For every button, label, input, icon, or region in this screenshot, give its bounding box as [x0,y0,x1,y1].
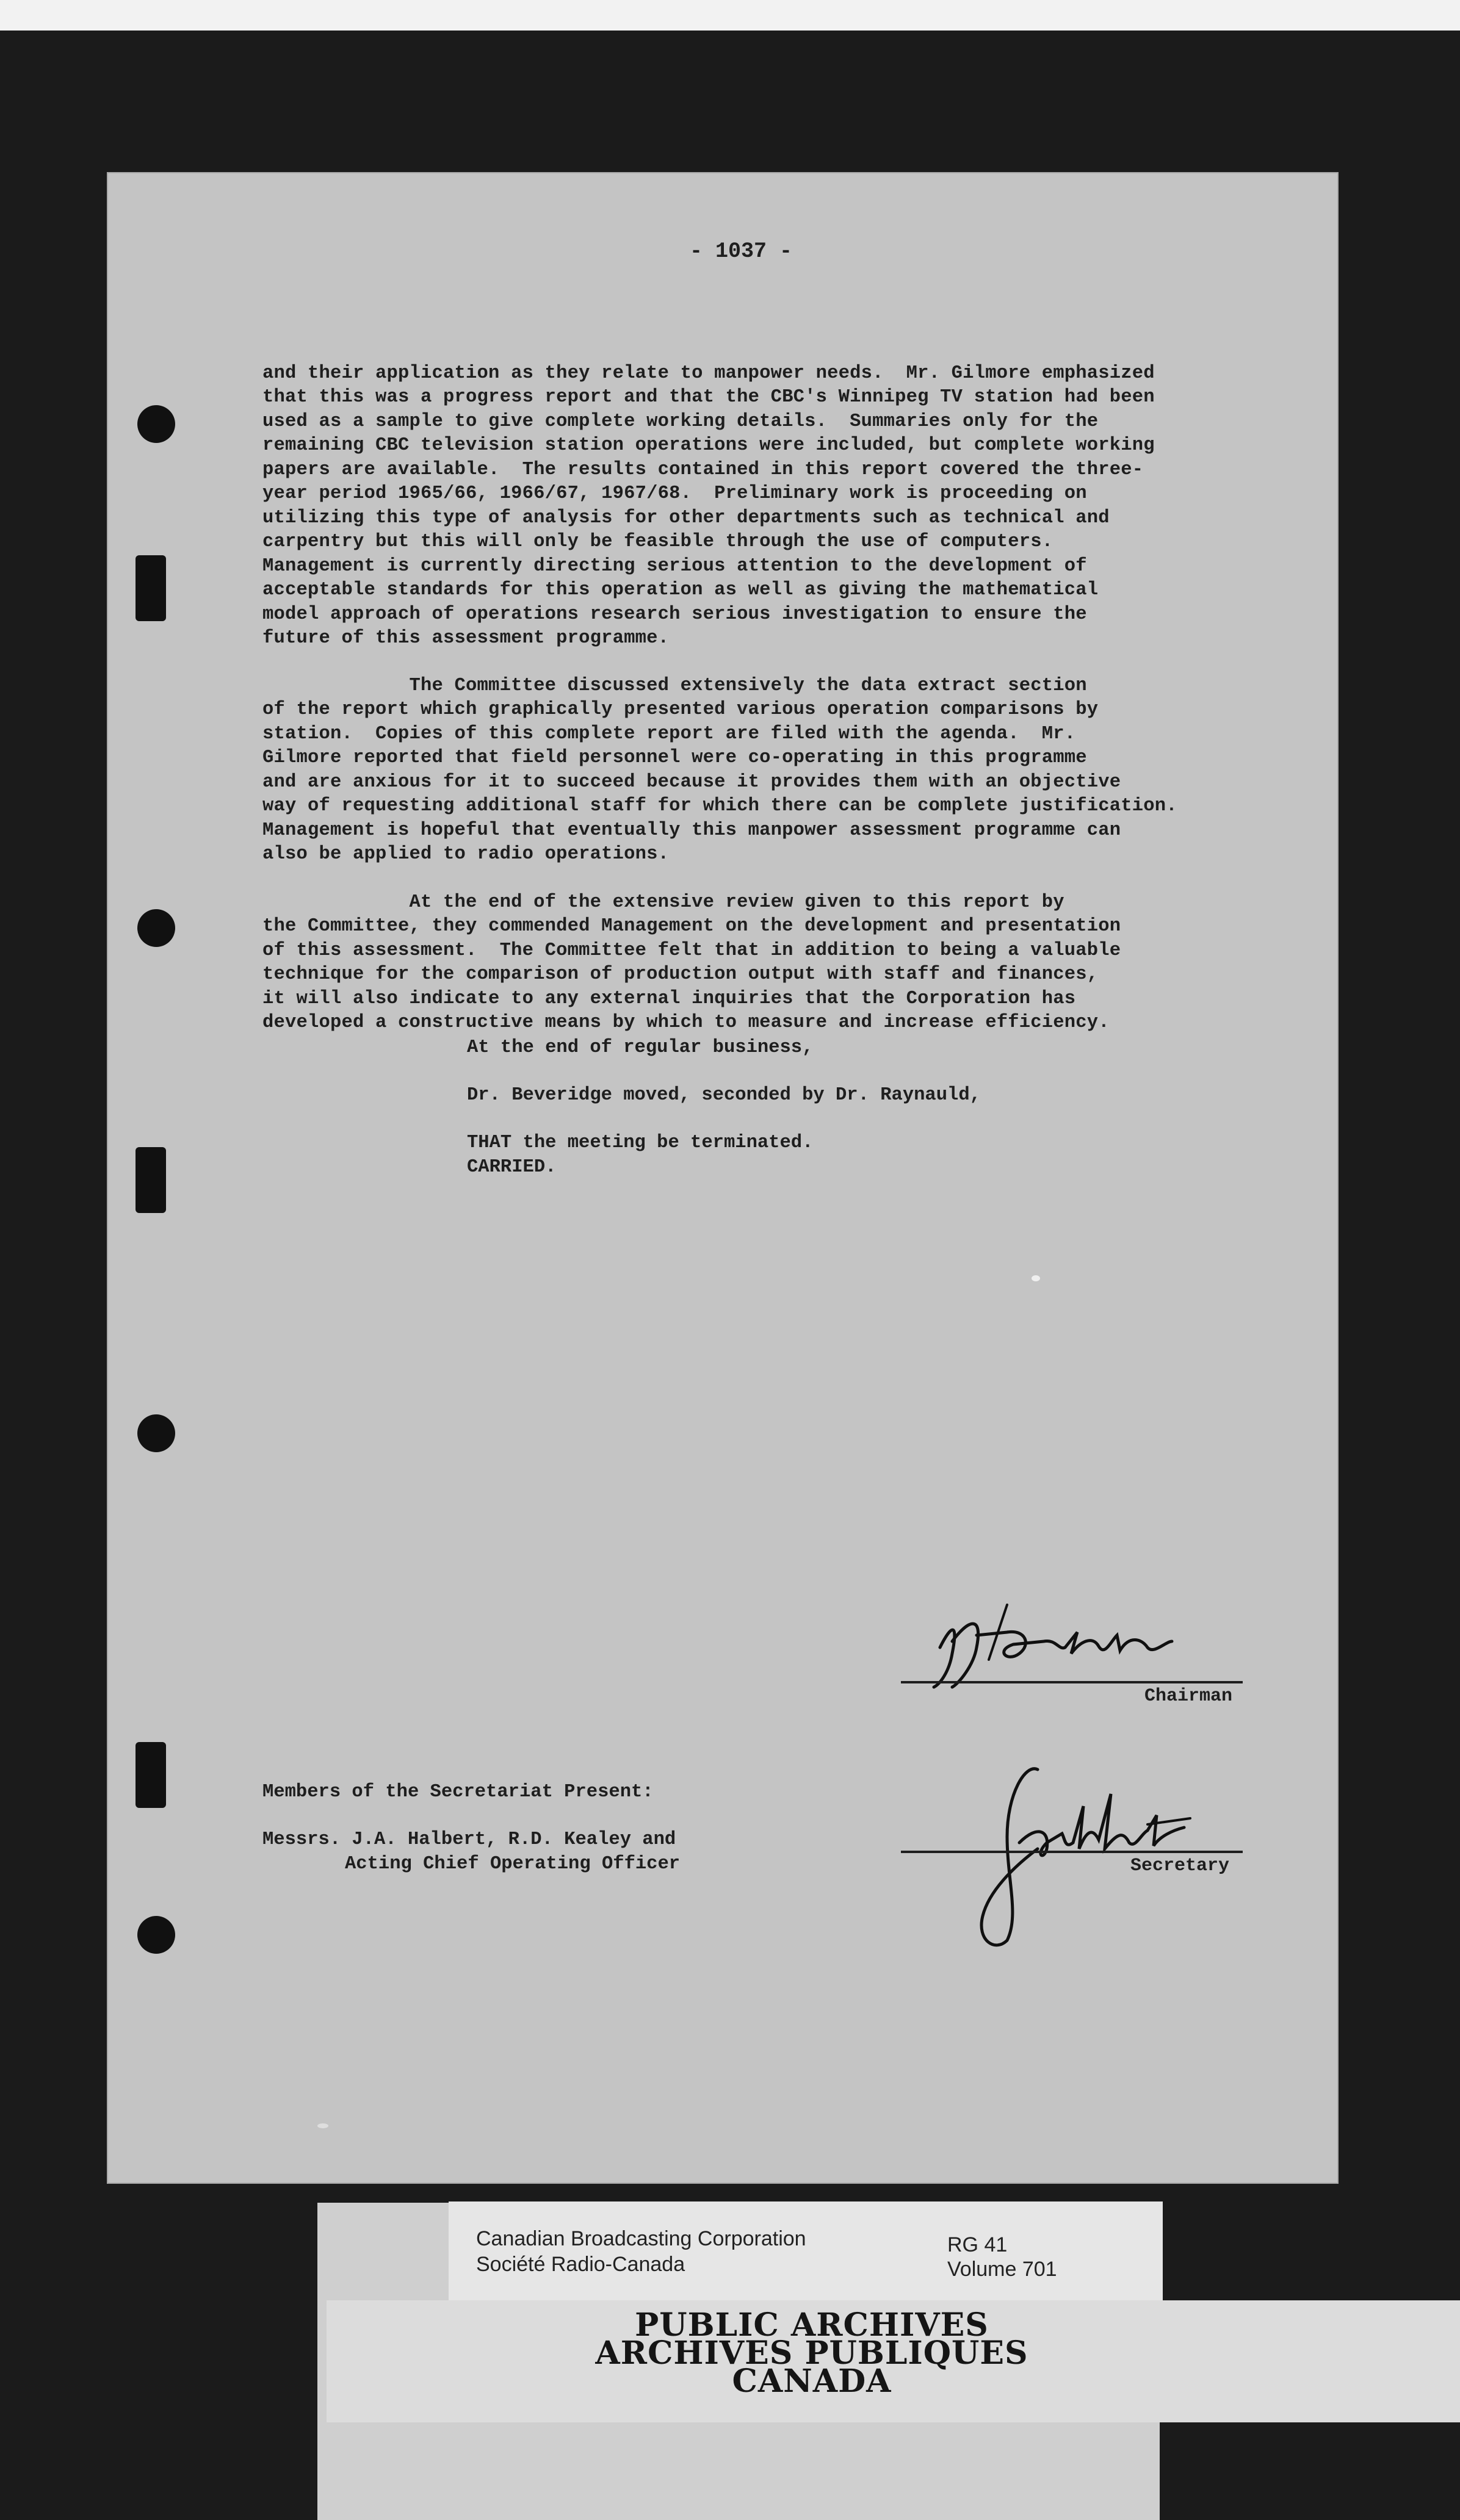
paragraph-1 [262,337,1155,675]
text-line: of the report which graphically presented various operation comparisons by [262,699,1099,720]
text-line: future of this assessment programme. [262,628,670,649]
text-line: remaining CBC television station operations were included, but complete working [262,435,1155,456]
page-number: - 1037 - [690,239,793,264]
secretary-signature-line [901,1851,1243,1853]
archive-rg: RG 41 [947,2233,1008,2256]
text-line: year period 1965/66, 1966/67, 1967/68. Preliminary work is proceeding on [262,483,1087,504]
secretariat-members: Messrs. J.A. Halbert, R.D. Kealey and [262,1829,676,1850]
text-line: At the end of the extensive review given to this report by [262,891,1064,913]
chairman-label: Chairman [1144,1686,1233,1707]
text-line: the Committee, they commended Management on the development and presentation [262,916,1121,937]
archive-reference-label [449,2201,1163,2302]
carried-line: CARRIED. [467,1157,557,1178]
text-line: developed a constructive means by which to measure and increase efficiency. [262,1012,1110,1033]
secretariat-heading: Members of the Secretariat Present: [262,1782,654,1802]
binder-slot [136,1742,166,1808]
text-line: used as a sample to give complete working details. Summaries only for the [262,411,1099,432]
text-line: and are anxious for it to succeed because it provides them with an objective [262,771,1121,793]
text-line: of this assessment. The Committee felt that in addition to being a valuable [262,940,1121,961]
binder-slot [136,555,166,621]
paragraph-3 [262,866,1121,1059]
archive-org-french: Société Radio-Canada [476,2253,685,2276]
text-line: model approach of operations research serious investigation to ensure the [262,603,1087,625]
end-of-business: At the end of regular business, [467,1037,814,1058]
motion-line: Dr. Beveridge moved, seconded by Dr. Raynauld, [467,1085,981,1106]
dust-speck [317,2123,328,2128]
dust-speck [1032,1275,1040,1281]
text-line: way of requesting additional staff for which there can be complete justification. [262,796,1177,816]
text-line: The Committee discussed extensively the data extract section [262,675,1087,696]
archive-volume: Volume 701 [947,2258,1057,2281]
text-line: and their application as they relate to manpower needs. Mr. Gilmore emphasized [262,362,1155,384]
text-line: it will also indicate to any external inquiries that the Corporation has [262,988,1076,1009]
binder-slot [136,1147,166,1213]
text-line: Management is currently directing serious attention to the development of [262,555,1087,577]
secretariat-role: Acting Chief Operating Officer [345,1854,681,1874]
secretary-signature [916,1757,1221,1953]
stamp-line-3: CANADA [732,2363,892,2400]
stamp-line-1: PUBLIC ARCHIVES [635,2306,989,2344]
text-line: also be applied to radio operations. [262,844,670,865]
binder-hole [137,1916,175,1954]
stamp-line-2: ARCHIVES PUBLIQUES [595,2335,1028,2372]
text-line: Gilmore reported that field personnel were co-operating in this programme [262,747,1087,768]
text-line: station. Copies of this complete report are filed with the agenda. Mr. [262,723,1076,744]
secretary-label: Secretary [1130,1856,1230,1876]
binder-hole [137,909,175,947]
chairman-signature [916,1599,1209,1690]
binder-hole [137,405,175,443]
archive-org-english: Canadian Broadcasting Corporation [476,2227,806,2250]
text-line: utilizing this type of analysis for other departments such as technical and [262,507,1110,528]
text-line: papers are available. The results contained in this report covered the three- [262,459,1144,480]
paragraph-2 [262,650,1177,891]
text-line: Management is hopeful that eventually this manpower assessment programme can [262,819,1121,841]
text-line: technique for the comparison of production output with staff and finances, [262,964,1099,985]
chairman-signature-line [901,1681,1243,1683]
archive-stamp [586,2306,1038,2400]
text-line: that this was a progress report and that the CBC's Winnipeg TV station had been [262,387,1155,408]
text-line: carpentry but this will only be feasible through the use of computers. [262,531,1053,552]
top-border-band [0,0,1460,31]
binder-hole [137,1414,175,1452]
text-line: acceptable standards for this operation as well as giving the mathematical [262,580,1099,600]
resolution-line: THAT the meeting be terminated. [467,1132,814,1153]
